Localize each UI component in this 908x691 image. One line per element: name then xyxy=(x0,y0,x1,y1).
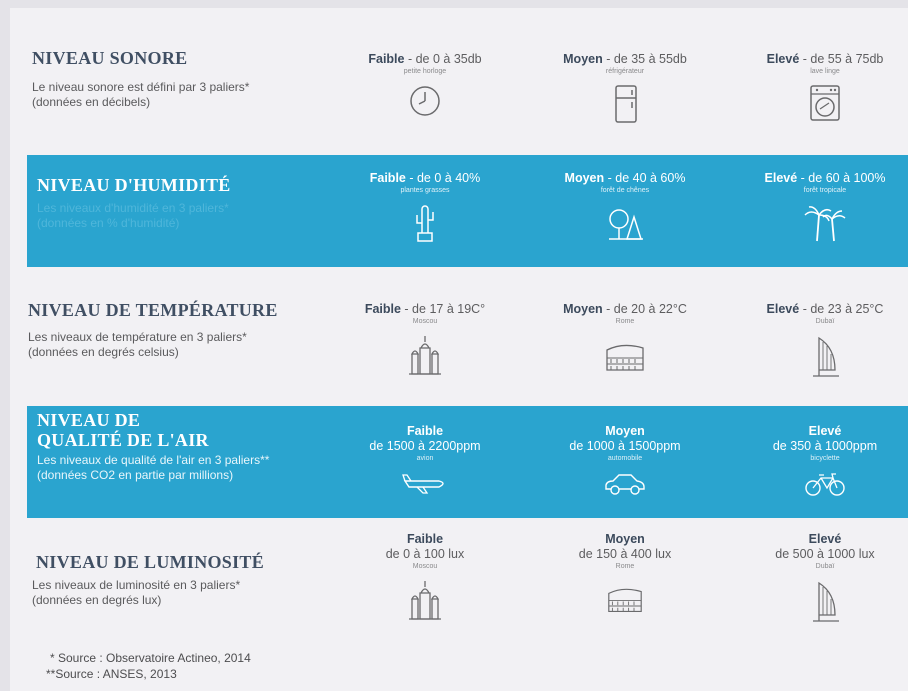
row-description: Les niveaux de qualité de l'air en 3 paliers** (données CO2 en partie par millions) xyxy=(37,453,270,482)
level-name: Faible xyxy=(406,532,444,546)
level-example: Moscou xyxy=(412,563,438,570)
level-low xyxy=(330,532,520,621)
level-high xyxy=(730,302,908,378)
level-range: - de 60 à 100% xyxy=(797,171,886,185)
row-description: Les niveaux de température en 3 paliers* (données en degrés celsius) xyxy=(28,330,247,359)
clock-icon xyxy=(408,84,442,118)
footnote-source-actineo: * Source : Observatoire Actineo, 2014 xyxy=(50,651,251,665)
level-example: bicyclette xyxy=(810,455,840,462)
car-icon xyxy=(603,471,647,497)
level-range: de 1000 à 1500ppm xyxy=(569,439,681,453)
footnote-source-anses: **Source : ANSES, 2013 xyxy=(46,667,177,681)
level-range: de 500 à 1000 lux xyxy=(775,547,875,561)
level-range: - de 40 à 60% xyxy=(604,171,686,185)
row-brightness-level xyxy=(10,520,908,645)
level-range: - de 0 à 35db xyxy=(404,52,482,66)
row-temperature-level xyxy=(10,270,908,402)
level-name: Elevé xyxy=(808,532,842,546)
level-name: Moyen xyxy=(605,532,645,546)
level-low xyxy=(330,52,520,118)
level-name: Moyen xyxy=(605,424,645,438)
level-low xyxy=(330,424,520,495)
row-title: NIVEAU DE QUALITÉ DE L'AIR xyxy=(37,410,209,450)
level-range: - de 17 à 19C° xyxy=(400,302,486,316)
level-example: Dubaï xyxy=(815,318,835,325)
kremlin-icon xyxy=(405,334,445,376)
level-name: Elevé xyxy=(808,424,842,438)
row-title: NIVEAU DE TEMPÉRATURE xyxy=(28,300,278,320)
level-medium xyxy=(530,52,720,124)
level-example: réfrigérateur xyxy=(605,68,645,75)
level-name: Faible xyxy=(369,171,406,185)
cactus-icon xyxy=(410,203,440,243)
level-example: lave linge xyxy=(810,68,840,75)
level-example: avion xyxy=(416,455,434,462)
burj-al-arab-icon xyxy=(807,579,843,623)
level-name: Moyen xyxy=(563,52,603,66)
level-range: de 1500 à 2200ppm xyxy=(369,439,481,453)
level-high xyxy=(730,532,908,623)
level-medium xyxy=(530,302,720,374)
level-medium xyxy=(530,424,720,497)
level-example: automobile xyxy=(607,455,643,462)
infographic-sheet xyxy=(10,8,908,691)
level-range: de 0 à 100 lux xyxy=(385,547,465,561)
washing-machine-icon xyxy=(807,84,843,122)
level-name: Elevé xyxy=(766,302,800,316)
level-name: Faible xyxy=(368,52,405,66)
level-range: - de 23 à 25°C xyxy=(799,302,884,316)
level-name: Faible xyxy=(406,424,444,438)
level-high xyxy=(730,52,908,122)
level-range: de 150 à 400 lux xyxy=(578,547,672,561)
level-medium xyxy=(530,532,720,615)
level-range: - de 35 à 55db xyxy=(602,52,687,66)
level-high xyxy=(730,424,908,497)
level-example: forêt de chênes xyxy=(600,187,650,194)
level-range: - de 0 à 40% xyxy=(405,171,481,185)
row-description: Les niveaux d'humidité en 3 paliers* (données en % d'humidité) xyxy=(37,201,229,230)
row-air-quality-level xyxy=(27,406,908,518)
kremlin-icon xyxy=(405,579,445,621)
burj-al-arab-icon xyxy=(807,334,843,378)
bicycle-icon xyxy=(803,471,847,497)
level-example: petite horloge xyxy=(403,68,447,75)
level-example: Moscou xyxy=(412,318,438,325)
level-example: Rome xyxy=(615,318,635,325)
level-low xyxy=(330,302,520,376)
row-description: Le niveau sonore est défini par 3 paliers* (données en décibels) xyxy=(32,80,250,109)
palm-trees-icon xyxy=(803,203,847,243)
level-example: plantes grasses xyxy=(400,187,450,194)
colosseum-icon xyxy=(603,579,647,615)
trees-icon xyxy=(605,203,645,243)
row-humidity-level xyxy=(27,155,908,267)
row-title: NIVEAU SONORE xyxy=(32,48,188,68)
level-example: Rome xyxy=(615,563,635,570)
level-name: Elevé xyxy=(764,171,798,185)
airplane-icon xyxy=(401,471,449,495)
level-name: Elevé xyxy=(766,52,800,66)
level-low xyxy=(330,171,520,243)
level-medium xyxy=(530,171,720,243)
level-range: - de 20 à 22°C xyxy=(602,302,687,316)
level-range: - de 55 à 75db xyxy=(799,52,884,66)
colosseum-icon xyxy=(603,334,647,374)
level-range: de 350 à 1000ppm xyxy=(772,439,878,453)
row-noise-level xyxy=(10,8,908,148)
level-high xyxy=(730,171,908,243)
row-title: NIVEAU DE LUMINOSITÉ xyxy=(36,552,265,572)
level-name: Faible xyxy=(364,302,401,316)
row-description: Les niveaux de luminosité en 3 paliers* (données en degrés lux) xyxy=(32,578,241,607)
level-name: Moyen xyxy=(563,302,603,316)
level-example: Dubaï xyxy=(815,563,835,570)
row-title: NIVEAU D'HUMIDITÉ xyxy=(37,175,231,195)
fridge-icon xyxy=(608,84,642,124)
level-name: Moyen xyxy=(564,171,605,185)
level-example: forêt tropicale xyxy=(803,187,847,194)
